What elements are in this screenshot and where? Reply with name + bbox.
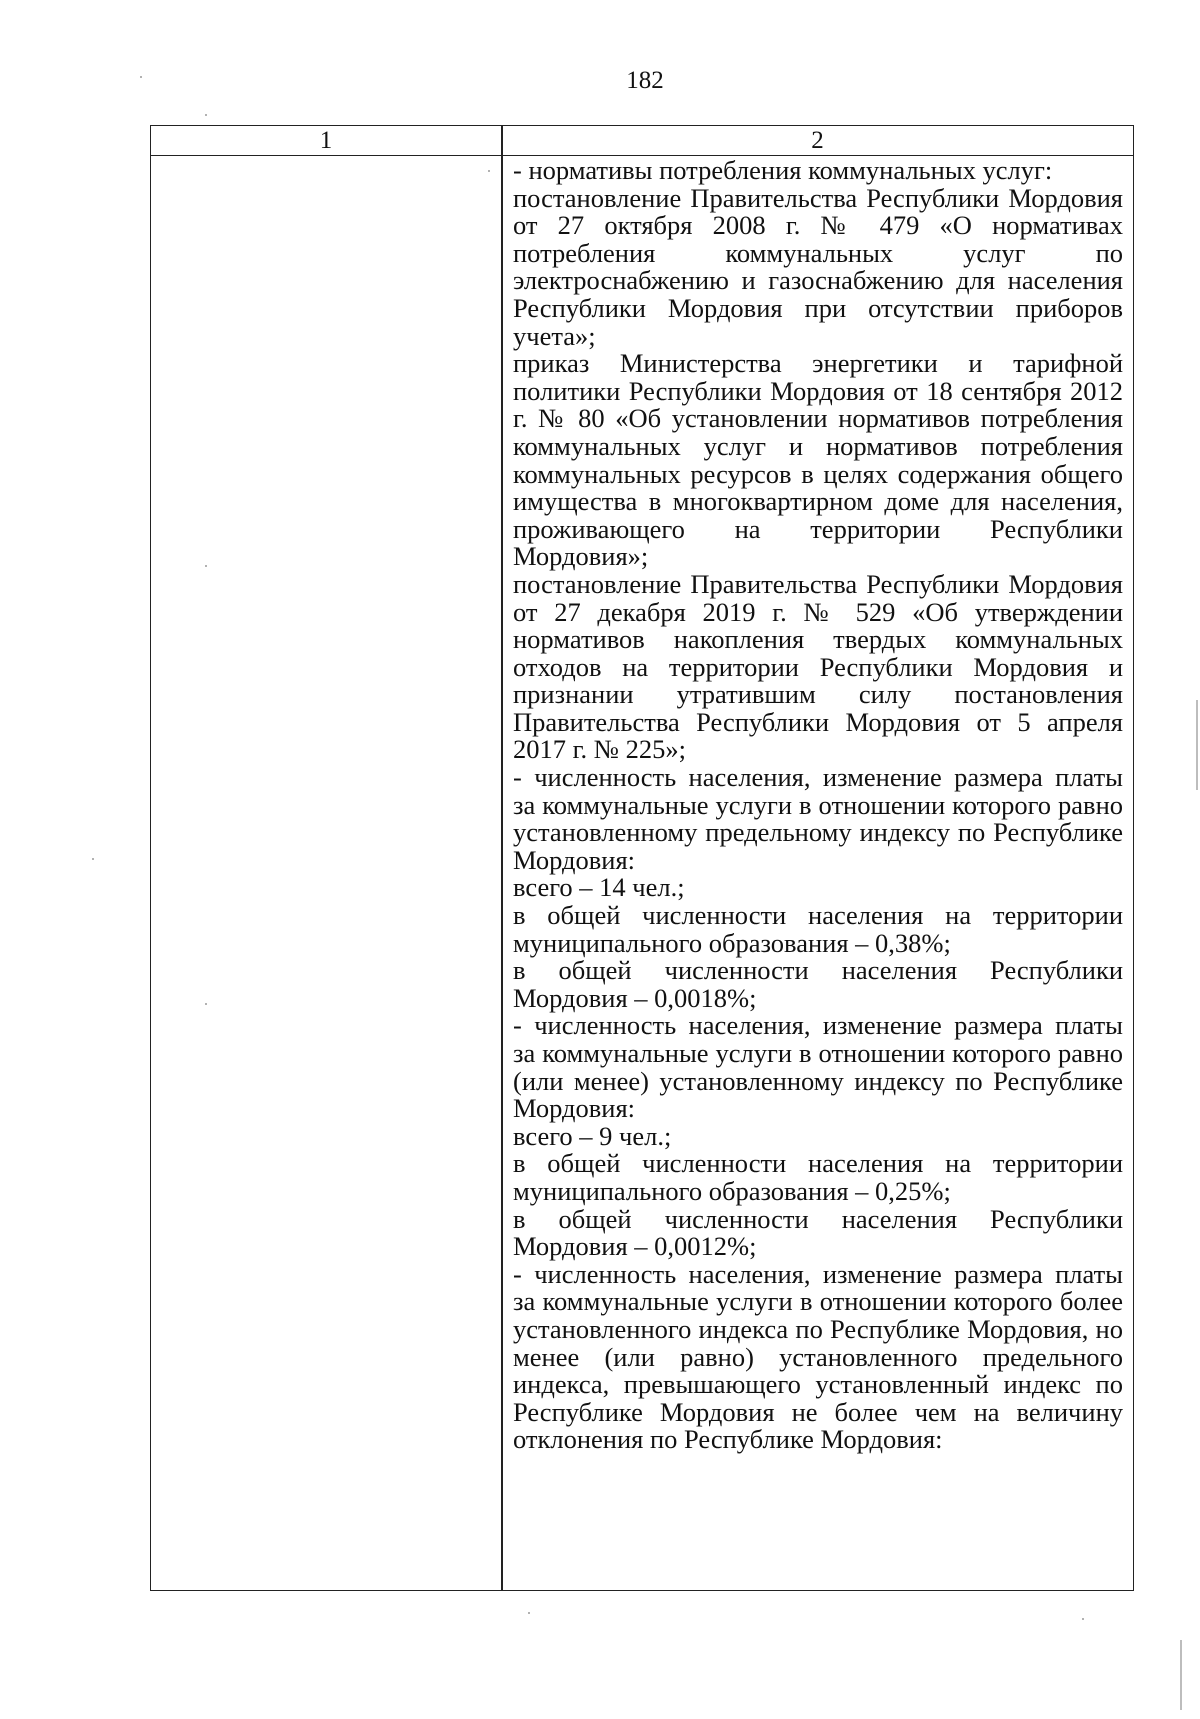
paragraph: - нормативы потребления коммунальных услуг: [513,155,1053,185]
page-number: 182 [626,67,664,94]
paragraph: в общей численности населения на территории муниципального образования – 0,25%; [513,1148,1123,1206]
header-cell-2: 2 [811,127,824,154]
paragraph: в общей численности населения Республики Мордовия – 0,0018%; [513,955,1123,1013]
scan-speck [528,1612,530,1614]
scan-edge-line [1180,1640,1182,1710]
scan-speck [205,114,207,116]
paragraph: в общей численности населения на территории муниципального образования – 0,38%; [513,900,1123,958]
paragraph: в общей численности населения Республики Мордовия – 0,0012%; [513,1203,1123,1262]
scan-speck [92,858,94,860]
column-divider [501,126,503,1590]
table-cell-column-2 [513,157,1123,1454]
scan-speck [488,170,490,172]
document-table [150,125,1134,1591]
paragraph: всего – 14 чел.; [513,872,685,903]
paragraph: постановление Правительства Республики Мордовия от 27 декабря 2019 г. № 529 «Об утверждении нормативов накопления твердых коммунальных отходов на территории Республики Мордовия и признании утратившим силу постановления Правительства Республики Мордовия от 5 апреля 2017 г. № 225»; [513,568,1123,765]
scan-speck [205,565,207,567]
paragraph: всего – 9 чел.; [513,1120,672,1151]
paragraph: - численность населения, изменение размера платы за коммунальные услуги в отношении которого равно установленному предельному индексу по Республике Мордовия: [513,762,1123,875]
header-cell-1: 1 [319,127,333,154]
scan-speck [140,76,142,78]
table-header-row [151,126,1133,156]
scan-speck [205,1003,207,1005]
paragraph: постановление Правительства Республики Мордовия от 27 октября 2008 г. № 479 «О нормативах потребления коммунальных услуг по электроснабжению и газоснабжению для населения Республики Мордовия при отсутствии приборов учета»; [513,182,1123,351]
scan-speck [1082,1618,1084,1620]
paragraph: - численность населения, изменение размера платы за коммунальные услуги в отношении которого более установленного индекса по Республике Мордовия, но менее (или равно) установленного предельного индекса, превышающего установленный индекс по Республике Мордовия не более чем на величину отклонения по Республике Мордовия: [513,1258,1123,1455]
paragraph: приказ Министерства энергетики и тарифной политики Республики Мордовия от 18 сентября 2012 г. № 80 «Об установлении нормативов потребления коммунальных услуг и нормативов потребления коммунальных ресурсов в целях содержания общего имущества в многоквартирном доме для населения, проживающего на территории Республики Мордовия»; [513,348,1123,572]
scan-edge-line [1196,700,1198,790]
paragraph: - численность населения, изменение размера платы за коммунальные услуги в отношении которого равно (или менее) установленному индексу по Республике Мордовия: [513,1010,1123,1124]
